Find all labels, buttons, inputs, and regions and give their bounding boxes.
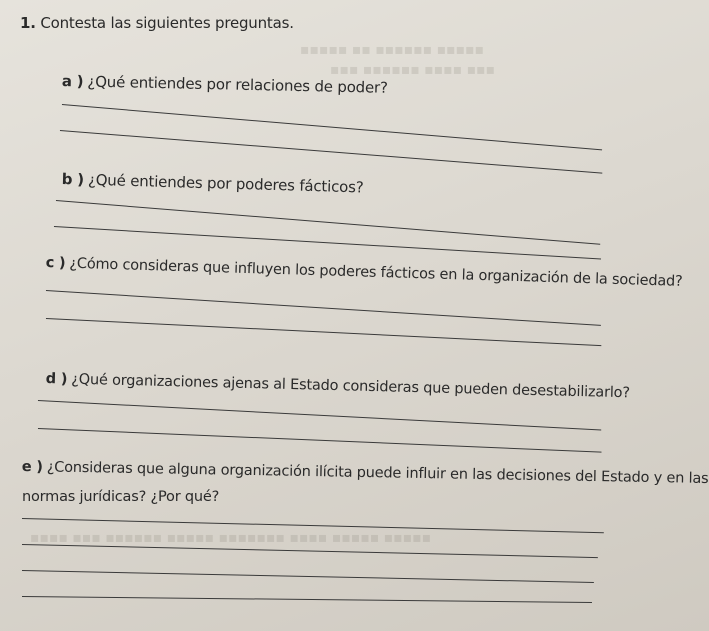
- question-text: ¿Qué entiendes por poderes fácticos?: [87, 170, 364, 197]
- question-letter: b ): [61, 170, 85, 189]
- question-letter: d ): [45, 370, 68, 388]
- answer-line[interactable]: [38, 428, 602, 453]
- question-letter: c ): [45, 254, 66, 272]
- question-b: [61, 170, 363, 196]
- question-text: ¿Cómo consideras que influyen los poderes fácticos en la organización de la sociedad?: [69, 255, 683, 290]
- answer-line[interactable]: [38, 400, 601, 431]
- question-e-continued: [22, 488, 219, 506]
- answer-line[interactable]: [46, 318, 601, 346]
- question-text-continued: normas jurídicas? ¿Por qué?: [22, 489, 220, 505]
- answer-line[interactable]: [54, 226, 601, 259]
- question-c: [45, 254, 682, 291]
- answer-line[interactable]: [22, 544, 598, 558]
- bleed-through-text: ▪▪▪▪ ▪▪▪ ▪▪▪▪▪▪ ▪▪▪▪▪ ▪▪▪▪▪▪▪ ▪▪▪▪ ▪▪▪▪▪ ▪▪▪▪▪: [30, 530, 432, 546]
- answer-line[interactable]: [22, 596, 592, 603]
- question-text: ¿Qué entiendes por relaciones de poder?: [87, 72, 388, 97]
- answer-line[interactable]: [56, 200, 600, 245]
- answer-line[interactable]: [22, 570, 594, 583]
- question-text: ¿Consideras que alguna organización ilícita puede influir en las decisiones del Estado y en las: [46, 459, 709, 487]
- question-d: [46, 370, 630, 402]
- answer-line[interactable]: [60, 130, 602, 174]
- question-text: ¿Qué organizaciones ajenas al Estado consideras que pueden desestabilizarlo?: [71, 371, 630, 402]
- question-letter: e ): [21, 458, 43, 476]
- exercise-title: Contesta las siguientes preguntas.: [40, 14, 294, 32]
- exercise-heading: [20, 14, 294, 32]
- question-e: [22, 458, 709, 488]
- bleed-through-text: ▪▪▪ ▪▪▪▪▪▪ ▪▪▪▪ ▪▪▪: [330, 62, 496, 78]
- answer-line[interactable]: [46, 290, 601, 326]
- answer-line[interactable]: [62, 104, 602, 150]
- question-letter: a ): [61, 72, 84, 91]
- bleed-through-text: ▪▪▪▪▪ ▪▪ ▪▪▪▪▪▪ ▪▪▪▪▪: [300, 42, 485, 58]
- exercise-number: 1.: [20, 14, 36, 32]
